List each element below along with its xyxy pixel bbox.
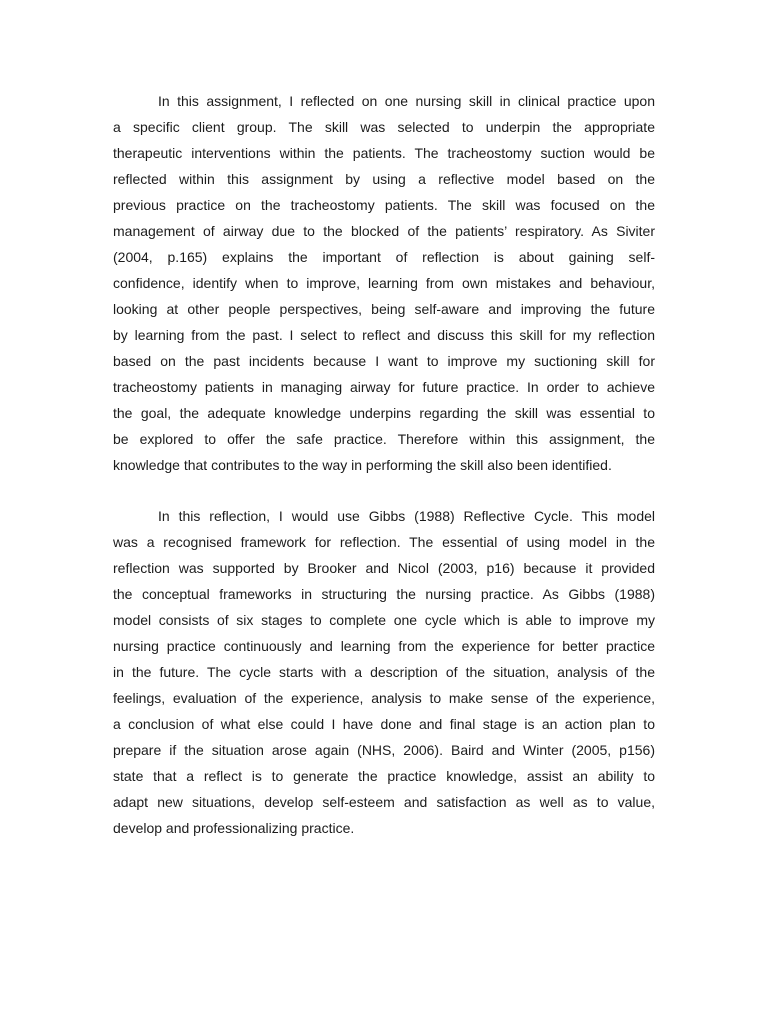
paragraph-line: looking at other people perspectives, being self-aware and improving the future	[113, 301, 655, 317]
paragraph-line: confidence, identify when to improve, learning from own mistakes and behaviour,	[113, 275, 655, 291]
paragraph-line: based on the past incidents because I want to improve my suctioning skill for	[113, 353, 655, 369]
paragraph-line: a conclusion of what else could I have done and final stage is an action plan to	[113, 716, 655, 732]
paragraph-line: In this reflection, I would use Gibbs (1988) Reflective Cycle. This model	[158, 508, 655, 524]
paragraph-line: previous practice on the tracheostomy patients. The skill was focused on the	[113, 197, 655, 213]
paragraph-line: be explored to offer the safe practice. Therefore within this assignment, the	[113, 431, 655, 447]
paragraph-1	[113, 88, 655, 478]
paragraph-line: adapt new situations, develop self-esteem and satisfaction as well as to value,	[113, 794, 655, 810]
paragraph-line: the conceptual frameworks in structuring the nursing practice. As Gibbs (1988)	[113, 586, 655, 602]
paragraph-line: therapeutic interventions within the patients. The tracheostomy suction would be	[113, 145, 655, 161]
paragraph-line: in the future. The cycle starts with a description of the situation, analysis of the	[113, 664, 655, 680]
paragraph-line: In this assignment, I reflected on one nursing skill in clinical practice upon	[158, 93, 655, 109]
paragraph-line: reflection was supported by Brooker and Nicol (2003, p16) because it provided	[113, 560, 655, 576]
paragraph-line: develop and professionalizing practice.	[113, 820, 355, 836]
paragraph-line: reflected within this assignment by using a reflective model based on the	[113, 171, 655, 187]
paragraph-line: a specific client group. The skill was selected to underpin the appropriate	[113, 119, 655, 135]
paragraph-line: prepare if the situation arose again (NHS, 2006). Baird and Winter (2005, p156)	[113, 742, 655, 758]
paragraph-line: management of airway due to the blocked of the patients’ respiratory. As Siviter	[113, 223, 655, 239]
paragraph-line: the goal, the adequate knowledge underpins regarding the skill was essential to	[113, 405, 655, 421]
paragraph-line: was a recognised framework for reflection. The essential of using model in the	[113, 534, 655, 550]
paragraph-2	[113, 503, 655, 841]
paragraph-line: model consists of six stages to complete one cycle which is able to improve my	[113, 612, 655, 628]
paragraph-line: state that a reflect is to generate the practice knowledge, assist an ability to	[113, 768, 655, 784]
paragraph-line: feelings, evaluation of the experience, analysis to make sense of the experience,	[113, 690, 655, 706]
paragraph-line: knowledge that contributes to the way in performing the skill also been identified.	[113, 457, 612, 473]
paragraph-line: (2004, p.165) explains the important of reflection is about gaining self-	[113, 249, 655, 265]
paragraph-line: tracheostomy patients in managing airway for future practice. In order to achieve	[113, 379, 655, 395]
paragraph-line: nursing practice continuously and learning from the experience for better practice	[113, 638, 655, 654]
paragraph-line: by learning from the past. I select to reflect and discuss this skill for my reflection	[113, 327, 655, 343]
